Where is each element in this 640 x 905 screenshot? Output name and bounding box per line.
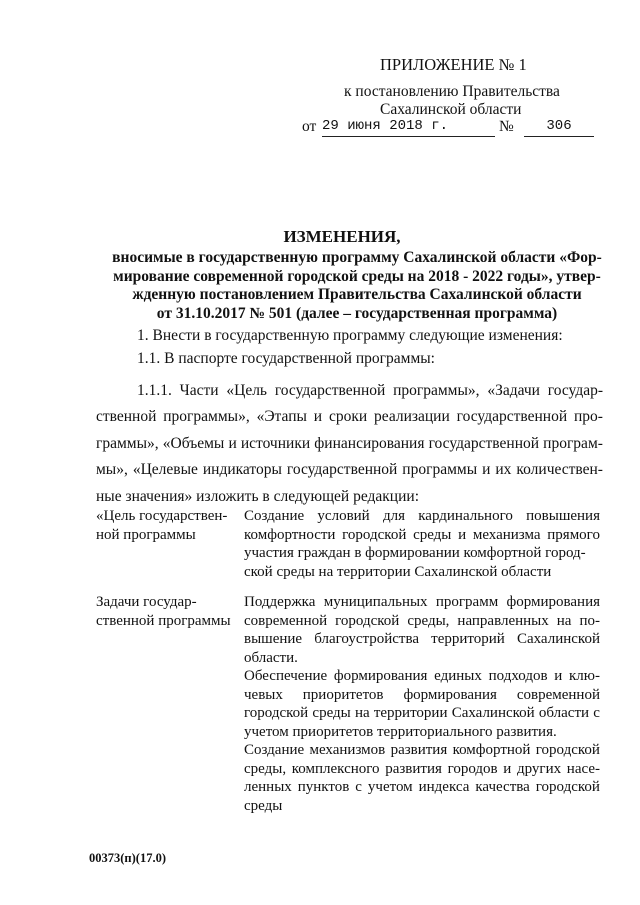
value-line xyxy=(244,593,600,612)
word: на xyxy=(354,705,370,721)
value-line xyxy=(244,507,600,526)
paragraph-line xyxy=(96,431,603,457)
word: и xyxy=(482,461,491,479)
word: ные значения» изложить в следующей редакции: xyxy=(96,487,419,505)
word: прямого xyxy=(547,526,600,543)
value-line xyxy=(244,563,600,582)
document-code: 00373(п)(17.0) xyxy=(89,851,166,865)
value-line xyxy=(244,630,600,649)
word: направленных xyxy=(457,612,549,629)
word: кардинального xyxy=(418,508,513,524)
document-subtitle xyxy=(108,249,606,323)
word: комфортности xyxy=(244,526,336,543)
word: государ- xyxy=(547,382,603,399)
word: Части xyxy=(179,382,219,399)
word: учетом приоритетов территориального развития. xyxy=(244,723,557,740)
word: чевых xyxy=(244,686,283,703)
subtitle-line: жденную постановлением Правительства Сахалинской области xyxy=(132,286,582,303)
word: насе- xyxy=(566,760,600,777)
word: муниципальных xyxy=(323,594,428,610)
word: программы xyxy=(402,461,478,479)
word: современной xyxy=(516,686,600,703)
word: комфортной xyxy=(452,742,531,758)
word: государственной xyxy=(274,382,386,399)
word: государственной xyxy=(428,434,540,452)
appendix-heading: ПРИЛОЖЕНИЕ № 1 xyxy=(380,55,527,74)
word: Создание xyxy=(244,508,305,524)
value-line xyxy=(244,797,600,816)
number-label: № xyxy=(499,118,514,135)
word: единых xyxy=(434,668,482,684)
word: вышение xyxy=(244,631,303,647)
word: ской среды на территории Сахалинской области xyxy=(244,563,552,580)
word: и xyxy=(458,526,467,543)
word: Создание xyxy=(244,742,305,758)
word: по- xyxy=(579,612,600,629)
word: среды, xyxy=(407,612,450,629)
word: городской xyxy=(535,779,600,795)
word: граммы», xyxy=(96,434,159,452)
word: подходов xyxy=(488,668,548,684)
word: условий xyxy=(317,508,370,524)
word: развития xyxy=(385,760,442,777)
word: и xyxy=(313,408,323,426)
date-number-line xyxy=(302,118,602,140)
word: про- xyxy=(573,408,603,426)
word: учетом xyxy=(367,779,413,795)
reference-line-1: к постановлению Правительства xyxy=(344,83,560,100)
word: территорий xyxy=(431,631,505,647)
word: «Целевые xyxy=(132,461,198,479)
word: городской xyxy=(335,612,400,629)
word: среды xyxy=(312,705,351,721)
paragraph-1-1: 1.1. В паспорте государственной программы: xyxy=(137,350,435,367)
word: других xyxy=(517,760,562,777)
subtitle-line: вносимые в государственную программу Сахалинской области «Фор- xyxy=(112,249,602,266)
subtitle-line: мирование современной городской среды на 2018 - 2022 годы», утвер- xyxy=(113,267,601,285)
word: формирования xyxy=(333,668,428,684)
word: городской xyxy=(535,742,600,758)
paragraph-1-1-1 xyxy=(96,378,603,510)
word: формирования xyxy=(506,594,600,610)
word: сроки xyxy=(328,408,368,426)
word: Обеспечение xyxy=(244,668,328,684)
word: государственной xyxy=(456,408,568,426)
word: территории xyxy=(373,705,448,721)
word: с xyxy=(593,705,600,721)
word: области. xyxy=(244,649,298,666)
word: «Задачи xyxy=(487,382,540,399)
word: механизмов xyxy=(309,742,386,758)
word: области xyxy=(538,705,590,721)
word: современной xyxy=(244,612,328,629)
label-line: ственной программы xyxy=(96,612,231,629)
word: ленных xyxy=(244,779,292,795)
word: механизма xyxy=(472,526,541,543)
word: клю- xyxy=(569,668,600,684)
word: для xyxy=(382,508,405,524)
word: их xyxy=(495,461,512,479)
value-line xyxy=(244,760,600,779)
word: на xyxy=(556,612,572,629)
word: финансирования xyxy=(314,434,425,452)
table-row-2-label xyxy=(96,593,246,630)
word: формирования xyxy=(403,686,497,703)
word: пунктов xyxy=(297,779,350,795)
table-row-2-value xyxy=(244,593,600,815)
word: мы», xyxy=(96,461,128,479)
word: Сахалинской xyxy=(516,631,600,647)
word: с xyxy=(355,779,362,795)
word: программы», xyxy=(393,382,480,399)
value-line xyxy=(244,686,600,705)
word: «Этапы xyxy=(256,408,307,426)
word: реализации xyxy=(374,408,450,426)
reference-line-2: Сахалинской области xyxy=(380,101,522,118)
word: программ xyxy=(435,594,499,610)
word: ственной xyxy=(96,408,157,426)
word: городов xyxy=(447,760,498,777)
value-line xyxy=(244,778,600,797)
document-title: ИЗМЕНЕНИЯ, xyxy=(283,227,401,246)
paragraph-line xyxy=(96,378,603,404)
word: среды xyxy=(413,526,452,543)
subtitle-line: от 31.10.2017 № 501 (далее – государственная программа) xyxy=(156,304,558,322)
word: индекса xyxy=(418,779,470,795)
word: благоустройства xyxy=(314,631,420,647)
word: программы», xyxy=(163,408,250,426)
word: среды xyxy=(244,797,283,814)
paragraph-line xyxy=(96,457,603,483)
label-line: Задачи государ- xyxy=(96,594,197,610)
word: развития xyxy=(390,742,448,758)
table-row-1-value xyxy=(244,507,600,581)
label-line: ной программы xyxy=(96,526,196,543)
value-line xyxy=(244,544,600,563)
word: и xyxy=(228,434,237,452)
word: качества xyxy=(475,779,530,795)
word: и xyxy=(554,668,563,684)
word: 1.1.1. xyxy=(137,382,172,399)
value-line xyxy=(244,526,600,545)
paragraph-1: 1. Внести в государственную программу следующие изменения: xyxy=(137,327,563,344)
word: среды, xyxy=(244,760,287,777)
value-line xyxy=(244,723,600,742)
word: источники xyxy=(240,434,311,452)
value-line xyxy=(244,741,600,760)
word: комплексного xyxy=(291,760,380,777)
word: Сахалинской xyxy=(451,705,535,721)
word: приоритетов xyxy=(302,686,384,703)
from-label: от xyxy=(302,118,317,135)
word: индикаторы xyxy=(202,461,282,479)
word: «Цель xyxy=(226,382,268,399)
word: городской xyxy=(244,705,309,721)
word: городской xyxy=(342,526,407,543)
resolution-number: 306 xyxy=(524,118,594,137)
word: государственной xyxy=(286,461,398,479)
paragraph-line xyxy=(96,404,603,430)
value-line xyxy=(244,612,600,631)
label-line: «Цель государствен- xyxy=(96,508,228,524)
word: програм- xyxy=(543,434,603,452)
value-line xyxy=(244,704,600,723)
value-line xyxy=(244,649,600,668)
word: количествен- xyxy=(516,461,603,479)
table-row-1-label xyxy=(96,507,246,544)
resolution-date: 29 июня 2018 г. xyxy=(322,118,495,137)
word: Поддержка xyxy=(244,594,316,610)
word: участия граждан в формировании комфортной город- xyxy=(244,545,586,561)
word: «Объемы xyxy=(162,434,225,452)
value-line xyxy=(244,667,600,686)
word: и xyxy=(503,760,512,777)
word: повышения xyxy=(526,508,600,524)
